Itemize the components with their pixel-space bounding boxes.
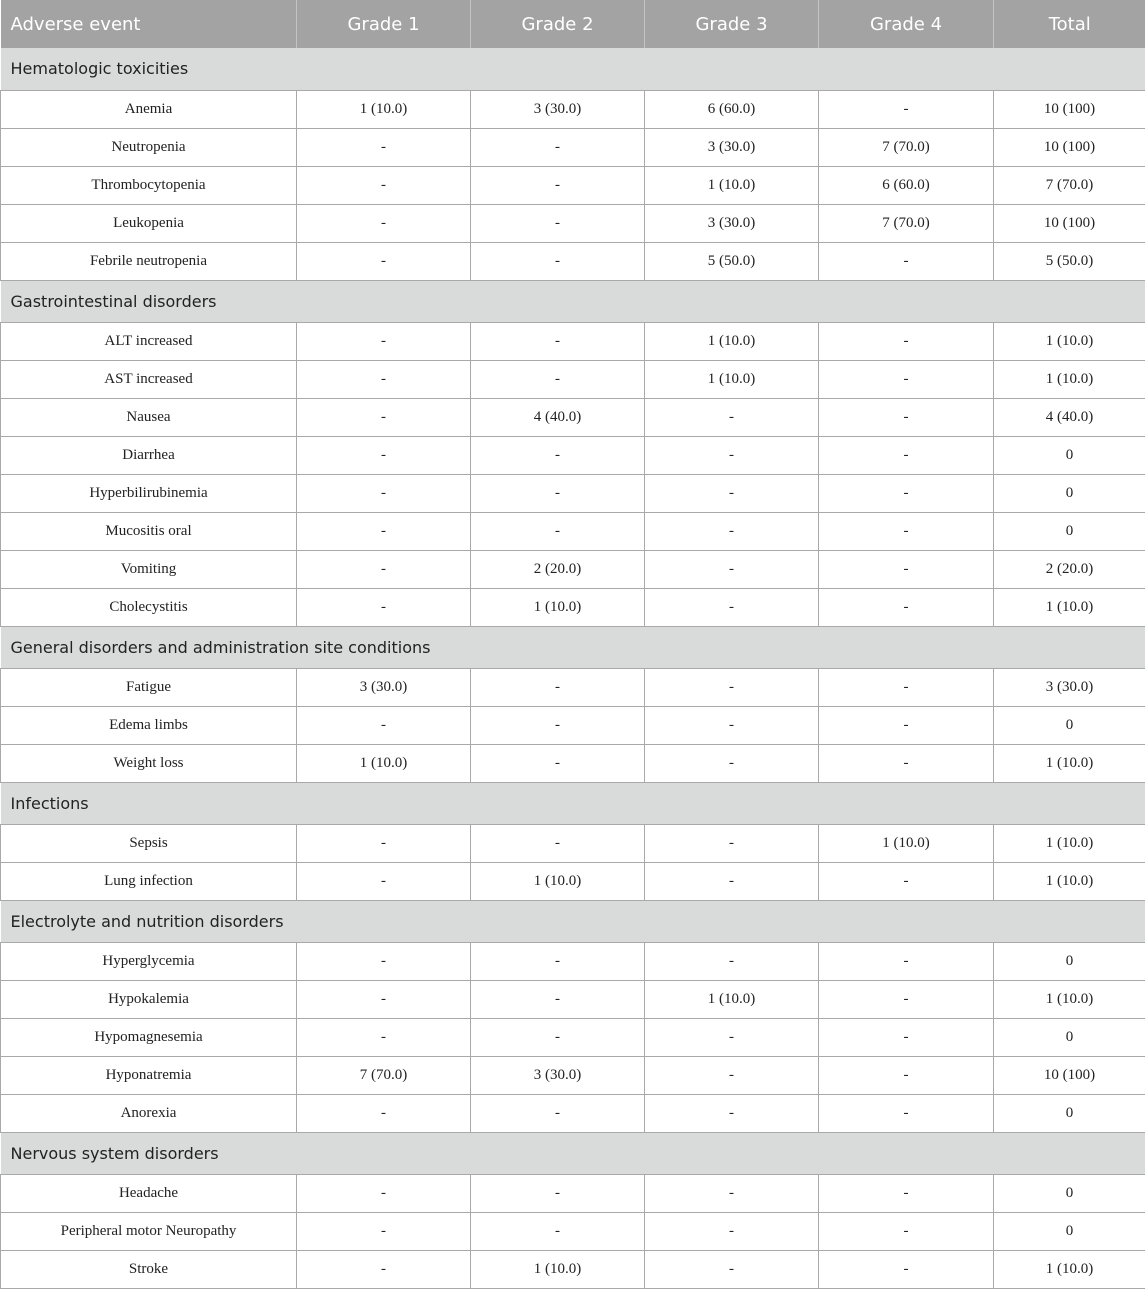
header-adverse-event: Adverse event: [1, 0, 297, 48]
header-grade-4: Grade 4: [819, 0, 994, 48]
cell-adverse-event: Fatigue: [1, 668, 297, 706]
cell-grade-3: -: [645, 550, 819, 588]
cell-total: 0: [994, 1174, 1145, 1212]
cell-grade-2: -: [471, 942, 645, 980]
header-grade-3: Grade 3: [645, 0, 819, 48]
cell-adverse-event: Diarrhea: [1, 436, 297, 474]
cell-total: 1 (10.0): [994, 862, 1145, 900]
cell-grade-3: -: [645, 1212, 819, 1250]
cell-total: 1 (10.0): [994, 322, 1145, 360]
table-row: [1, 398, 1145, 436]
cell-grade-2: -: [471, 824, 645, 862]
table-row: [1, 668, 1145, 706]
cell-grade-1: -: [297, 824, 471, 862]
cell-grade-2: 1 (10.0): [471, 588, 645, 626]
cell-grade-2: -: [471, 980, 645, 1018]
cell-grade-1: 1 (10.0): [297, 90, 471, 128]
cell-grade-2: -: [471, 436, 645, 474]
cell-adverse-event: Hypomagnesemia: [1, 1018, 297, 1056]
cell-grade-2: 1 (10.0): [471, 1250, 645, 1288]
cell-grade-1: -: [297, 242, 471, 280]
table-row: [1, 1174, 1145, 1212]
cell-grade-2: -: [471, 322, 645, 360]
cell-grade-3: -: [645, 942, 819, 980]
cell-grade-1: -: [297, 1018, 471, 1056]
cell-total: 0: [994, 1094, 1145, 1132]
cell-grade-4: -: [819, 744, 994, 782]
cell-grade-3: -: [645, 436, 819, 474]
cell-grade-1: -: [297, 204, 471, 242]
cell-total: 2 (20.0): [994, 550, 1145, 588]
cell-grade-2: 3 (30.0): [471, 90, 645, 128]
table-row: [1, 550, 1145, 588]
cell-grade-3: 3 (30.0): [645, 204, 819, 242]
table-row: [1, 322, 1145, 360]
cell-adverse-event: Hyperbilirubinemia: [1, 474, 297, 512]
cell-adverse-event: Peripheral motor Neuropathy: [1, 1212, 297, 1250]
header-grade-2: Grade 2: [471, 0, 645, 48]
cell-adverse-event: Sepsis: [1, 824, 297, 862]
cell-grade-2: -: [471, 166, 645, 204]
cell-adverse-event: Anemia: [1, 90, 297, 128]
table-row: [1, 1018, 1145, 1056]
cell-total: 10 (100): [994, 128, 1145, 166]
cell-total: 4 (40.0): [994, 398, 1145, 436]
cell-grade-2: -: [471, 128, 645, 166]
group-title: Electrolyte and nutrition disorders: [1, 900, 1145, 942]
cell-grade-2: -: [471, 744, 645, 782]
cell-grade-2: 2 (20.0): [471, 550, 645, 588]
table-row: [1, 204, 1145, 242]
cell-grade-4: 7 (70.0): [819, 128, 994, 166]
cell-grade-1: -: [297, 128, 471, 166]
cell-grade-2: -: [471, 204, 645, 242]
cell-grade-3: -: [645, 824, 819, 862]
cell-grade-3: -: [645, 588, 819, 626]
cell-total: 0: [994, 706, 1145, 744]
cell-total: 1 (10.0): [994, 1250, 1145, 1288]
cell-grade-4: -: [819, 942, 994, 980]
cell-grade-2: 1 (10.0): [471, 862, 645, 900]
cell-adverse-event: Vomiting: [1, 550, 297, 588]
header-grade-1: Grade 1: [297, 0, 471, 48]
cell-adverse-event: Anorexia: [1, 1094, 297, 1132]
cell-grade-3: 5 (50.0): [645, 242, 819, 280]
table-row: [1, 1212, 1145, 1250]
header-total: Total: [1048, 13, 1091, 35]
cell-total: 0: [994, 1212, 1145, 1250]
cell-grade-4: -: [819, 512, 994, 550]
cell-total: 0: [994, 942, 1145, 980]
cell-total: 7 (70.0): [994, 166, 1145, 204]
cell-adverse-event: Hyponatremia: [1, 1056, 297, 1094]
cell-grade-2: -: [471, 1094, 645, 1132]
group-title: Hematologic toxicities: [1, 48, 1145, 90]
cell-grade-1: 1 (10.0): [297, 744, 471, 782]
cell-grade-3: 1 (10.0): [645, 360, 819, 398]
cell-grade-3: 1 (10.0): [645, 166, 819, 204]
cell-grade-4: -: [819, 588, 994, 626]
cell-adverse-event: ALT increased: [1, 322, 297, 360]
cell-grade-2: -: [471, 512, 645, 550]
cell-total: 1 (10.0): [994, 980, 1145, 1018]
cell-adverse-event: Stroke: [1, 1250, 297, 1288]
group-header-row: [1, 782, 1145, 824]
cell-grade-4: -: [819, 322, 994, 360]
cell-grade-4: -: [819, 1056, 994, 1094]
group-header-row: [1, 900, 1145, 942]
table-row: [1, 862, 1145, 900]
cell-total: 3 (30.0): [994, 668, 1145, 706]
cell-grade-2: 3 (30.0): [471, 1056, 645, 1094]
cell-adverse-event: Edema limbs: [1, 706, 297, 744]
table-row: [1, 588, 1145, 626]
cell-grade-1: -: [297, 1174, 471, 1212]
table-body: [1, 48, 1145, 1288]
cell-grade-3: -: [645, 1056, 819, 1094]
cell-grade-1: -: [297, 862, 471, 900]
cell-grade-4: -: [819, 1250, 994, 1288]
cell-grade-1: -: [297, 436, 471, 474]
cell-grade-3: -: [645, 668, 819, 706]
cell-grade-4: 6 (60.0): [819, 166, 994, 204]
table-row: [1, 706, 1145, 744]
cell-grade-1: -: [297, 166, 471, 204]
table-row: [1, 744, 1145, 782]
cell-grade-1: -: [297, 550, 471, 588]
cell-grade-3: -: [645, 862, 819, 900]
cell-adverse-event: Febrile neutropenia: [1, 242, 297, 280]
cell-grade-4: -: [819, 862, 994, 900]
cell-adverse-event: Hyperglycemia: [1, 942, 297, 980]
cell-adverse-event: Weight loss: [1, 744, 297, 782]
table-row: [1, 90, 1145, 128]
cell-grade-3: 6 (60.0): [645, 90, 819, 128]
cell-grade-3: -: [645, 398, 819, 436]
cell-total: 0: [994, 1018, 1145, 1056]
cell-adverse-event: Hypokalemia: [1, 980, 297, 1018]
cell-total: 1 (10.0): [994, 824, 1145, 862]
cell-adverse-event: AST increased: [1, 360, 297, 398]
cell-adverse-event: Headache: [1, 1174, 297, 1212]
cell-grade-1: -: [297, 706, 471, 744]
cell-grade-1: -: [297, 1094, 471, 1132]
cell-grade-4: -: [819, 668, 994, 706]
cell-grade-4: 1 (10.0): [819, 824, 994, 862]
cell-grade-1: -: [297, 1250, 471, 1288]
cell-total: 1 (10.0): [994, 360, 1145, 398]
table-row: [1, 1250, 1145, 1288]
cell-grade-1: -: [297, 1212, 471, 1250]
cell-total: 10 (100): [994, 90, 1145, 128]
cell-grade-2: -: [471, 1212, 645, 1250]
cell-total: 0: [994, 436, 1145, 474]
cell-adverse-event: Thrombocytopenia: [1, 166, 297, 204]
cell-grade-1: -: [297, 980, 471, 1018]
cell-grade-1: 7 (70.0): [297, 1056, 471, 1094]
cell-grade-4: 7 (70.0): [819, 204, 994, 242]
table-row: [1, 824, 1145, 862]
cell-total: 1 (10.0): [994, 744, 1145, 782]
cell-grade-1: -: [297, 360, 471, 398]
cell-grade-1: -: [297, 474, 471, 512]
cell-grade-2: -: [471, 706, 645, 744]
cell-adverse-event: Cholecystitis: [1, 588, 297, 626]
cell-grade-4: -: [819, 1094, 994, 1132]
cell-total: 0: [994, 474, 1145, 512]
cell-grade-3: -: [645, 1174, 819, 1212]
table-row: [1, 166, 1145, 204]
cell-grade-3: -: [645, 474, 819, 512]
cell-grade-4: -: [819, 360, 994, 398]
cell-grade-3: -: [645, 744, 819, 782]
table-row: [1, 436, 1145, 474]
cell-grade-4: -: [819, 980, 994, 1018]
table-row: [1, 242, 1145, 280]
cell-grade-2: -: [471, 1018, 645, 1056]
cell-grade-3: 3 (30.0): [645, 128, 819, 166]
cell-grade-4: -: [819, 242, 994, 280]
cell-grade-4: -: [819, 706, 994, 744]
table-row: [1, 128, 1145, 166]
cell-total: 1 (10.0): [994, 588, 1145, 626]
cell-grade-2: -: [471, 474, 645, 512]
group-title: General disorders and administration site conditions: [1, 626, 1145, 668]
cell-grade-4: -: [819, 1174, 994, 1212]
cell-adverse-event: Neutropenia: [1, 128, 297, 166]
header-row: [1, 0, 1145, 48]
group-title: Gastrointestinal disorders: [1, 280, 1145, 322]
cell-adverse-event: Lung infection: [1, 862, 297, 900]
cell-grade-3: -: [645, 1250, 819, 1288]
cell-grade-2: -: [471, 668, 645, 706]
cell-total: 0: [994, 512, 1145, 550]
cell-adverse-event: Leukopenia: [1, 204, 297, 242]
cell-grade-3: 1 (10.0): [645, 322, 819, 360]
cell-total: 10 (100): [994, 1056, 1145, 1094]
table-row: [1, 942, 1145, 980]
cell-grade-2: -: [471, 242, 645, 280]
cell-grade-1: -: [297, 942, 471, 980]
group-title: Infections: [1, 782, 1145, 824]
table-row: [1, 980, 1145, 1018]
cell-grade-1: -: [297, 398, 471, 436]
table-row: [1, 1056, 1145, 1094]
group-header-row: [1, 1132, 1145, 1174]
group-header-row: [1, 626, 1145, 668]
cell-adverse-event: Mucositis oral: [1, 512, 297, 550]
cell-grade-3: -: [645, 512, 819, 550]
cell-grade-4: -: [819, 398, 994, 436]
cell-grade-4: -: [819, 1018, 994, 1056]
cell-grade-4: -: [819, 474, 994, 512]
cell-grade-2: 4 (40.0): [471, 398, 645, 436]
cell-grade-1: 3 (30.0): [297, 668, 471, 706]
cell-grade-2: -: [471, 1174, 645, 1212]
cell-grade-3: -: [645, 706, 819, 744]
cell-total: 10 (100): [994, 204, 1145, 242]
cell-total: 5 (50.0): [994, 242, 1145, 280]
group-header-row: [1, 48, 1145, 90]
cell-grade-3: 1 (10.0): [645, 980, 819, 1018]
cell-grade-4: -: [819, 550, 994, 588]
cell-grade-2: -: [471, 360, 645, 398]
table-header: [1, 0, 1145, 48]
cell-grade-4: -: [819, 1212, 994, 1250]
table-row: [1, 512, 1145, 550]
group-title: Nervous system disorders: [1, 1132, 1145, 1174]
cell-adverse-event: Nausea: [1, 398, 297, 436]
cell-grade-1: -: [297, 588, 471, 626]
group-header-row: [1, 280, 1145, 322]
cell-grade-3: -: [645, 1018, 819, 1056]
cell-grade-3: -: [645, 1094, 819, 1132]
table-row: [1, 360, 1145, 398]
table-row: [1, 474, 1145, 512]
cell-grade-1: -: [297, 322, 471, 360]
cell-grade-1: -: [297, 512, 471, 550]
table-row: [1, 1094, 1145, 1132]
cell-grade-4: -: [819, 90, 994, 128]
cell-grade-4: -: [819, 436, 994, 474]
